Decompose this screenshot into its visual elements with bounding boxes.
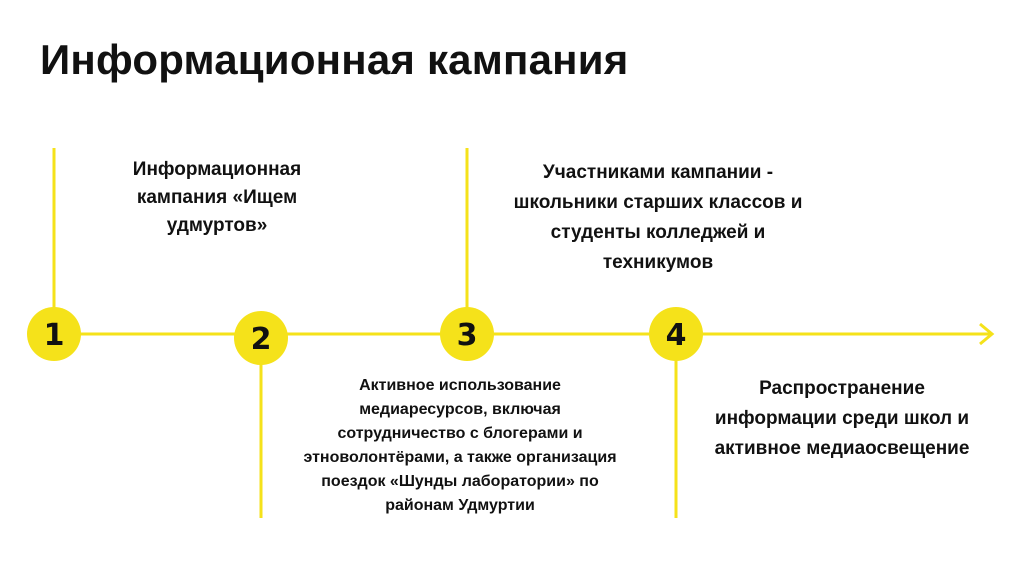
step-marker-1: [27, 307, 81, 361]
step-number-4: 4: [665, 318, 687, 353]
step-number-2: 2: [250, 322, 272, 357]
step-text-1: Информационная кампания «Ищем удмуртов»: [132, 159, 302, 236]
step-text-3: Участниками кампании - школьники старших классов и студенты колледжей и техникумов: [513, 162, 803, 273]
page-title: Информационная кампания: [40, 36, 629, 83]
step-text-2: Активное использование медиаресурсов, включая сотрудничество с блогерами и этноволонтёрами, а также организация поездок «Шунды лаборатории» по районам Удмуртии: [303, 377, 617, 514]
step-text-4: Распространение информации среди школ и активное медиаосвещение: [714, 378, 970, 459]
step-marker-3: [440, 307, 494, 361]
step-number-3: 3: [456, 318, 478, 353]
step-number-1: 1: [43, 318, 65, 353]
step-marker-4: [649, 307, 703, 361]
step-marker-2: [234, 311, 288, 365]
